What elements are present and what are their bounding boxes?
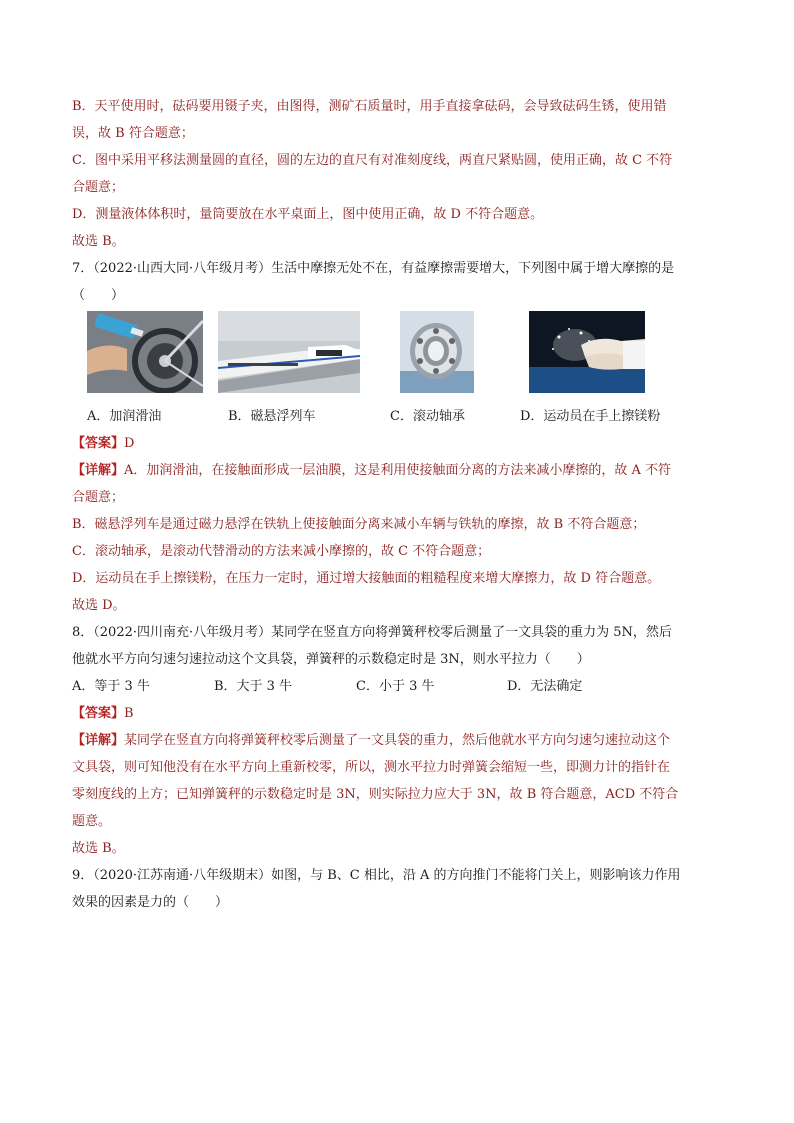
q7-option-d[interactable]: D．运动员在手上擦镁粉 (520, 409, 661, 424)
chalk-hands-image (529, 311, 645, 393)
document-page (72, 93, 722, 916)
q8-answer-value: B (124, 706, 134, 721)
q9-stem-line2: 效果的因素是力的（ ） (72, 895, 229, 910)
q6-conclusion: 故选 B。 (72, 234, 125, 249)
q7-detail-line2: 合题意； (72, 490, 125, 505)
maglev-train-image (218, 311, 360, 393)
q8-stem-line1: 8．（2022·四川南充·八年级月考）某同学在竖直方向将弹簧秤校零后测量了一文具袋的重力为 5N，然后 (72, 625, 672, 640)
q8-option-c[interactable]: C．小于 3 牛 (356, 679, 435, 694)
answer-tag: 【答案】 (72, 706, 125, 721)
q7-option-a[interactable]: A．加润滑油 (87, 409, 162, 424)
bicycle-oil-image (87, 311, 203, 393)
q7-options (72, 403, 722, 430)
q7-detail-line1 (72, 457, 722, 484)
q7-conclusion: 故选 D。 (72, 598, 126, 613)
detail-tag: 【详解】 (72, 463, 125, 478)
q9-stem-line1: 9．（2020·江苏南通·八年级期末）如图，与 B、C 相比，沿 A 的方向推门不能将门关上，则影响该力作用 (72, 868, 681, 883)
q7-answer (72, 430, 722, 457)
q8-conclusion: 故选 B。 (72, 841, 125, 856)
q7-stem-line2: （ ） (72, 288, 125, 303)
q8-answer (72, 700, 722, 727)
q8-detail-line3: 零刻度线的上方；已知弹簧秤的示数稳定时是 3N，则实际拉力应大于 3N，故 B 符合题意，ACD 不符合 (72, 787, 679, 802)
q8-option-d[interactable]: D．无法确定 (507, 679, 583, 694)
q6-detail-d: D．测量液体体积时，量筒要放在水平桌面上，图中使用正确，故 D 不符合题意。 (72, 207, 544, 222)
answer-tag: 【答案】 (72, 436, 125, 451)
q8-detail-line1 (72, 727, 722, 754)
q7-option-c[interactable]: C．滚动轴承 (390, 409, 465, 424)
q7-detail-line5: D．运动员在手上擦镁粉，在压力一定时，通过增大接触面的粗糙程度来增大摩擦力，故 D 符合题意。 (72, 571, 661, 586)
detail-tag: 【详解】 (72, 733, 125, 748)
q6-detail-b-line2: 误，故 B 符合题意； (72, 126, 194, 141)
q7-answer-value: D (124, 436, 135, 451)
q8-option-b[interactable]: B．大于 3 牛 (214, 679, 293, 694)
q7-option-b[interactable]: B．磁悬浮列车 (228, 409, 316, 424)
q8-detail-line4: 题意。 (72, 814, 112, 829)
q7-image-row (72, 311, 722, 403)
q8-stem-line2: 他就水平方向匀速匀速拉动这个文具袋，弹簧秤的示数稳定时是 3N，则水平拉力（ ） (72, 652, 590, 667)
q6-detail-b-line1: B．天平使用时，砝码要用镊子夹，由图得，测矿石质量时，用手直接拿砝码，会导致砝码生锈，使用错 (72, 99, 667, 114)
q8-detail-text: 某同学在竖直方向将弹簧秤校零后测量了一文具袋的重力，然后他就水平方向匀速匀速拉动这个 (124, 733, 671, 748)
q8-option-a[interactable]: A．等于 3 牛 (72, 679, 150, 694)
q7-stem-line1: 7．（2022·山西大同·八年级月考）生活中摩擦无处不在，有益摩擦需要增大，下列图中属于增大摩擦的是 (72, 261, 675, 276)
q7-detail-a: A．加润滑油，在接触面形成一层油膜，这是利用使接触面分离的方法来减小摩擦的，故 A 不符 (124, 463, 672, 478)
q6-detail-c-line1: C．图中采用平移法测量圆的直径，圆的左边的直尺有对准刻度线，两直尺紧贴圆，使用正确，故 C 不符 (72, 153, 673, 168)
q6-detail-c-line2: 合题意； (72, 180, 125, 195)
ball-bearing-image (400, 311, 474, 393)
q8-options (72, 673, 722, 700)
q7-detail-line3: B．磁悬浮列车是通过磁力悬浮在铁轨上使接触面分离来减小车辆与铁轨的摩擦，故 B 不符合题意； (72, 517, 646, 532)
q7-detail-line4: C．滚动轴承，是滚动代替滑动的方法来减小摩擦的，故 C 不符合题意； (72, 544, 491, 559)
q8-detail-line2: 文具袋，则可知他没有在水平方向上重新校零，所以，测水平拉力时弹簧会缩短一些，即测力计的指针在 (72, 760, 671, 775)
